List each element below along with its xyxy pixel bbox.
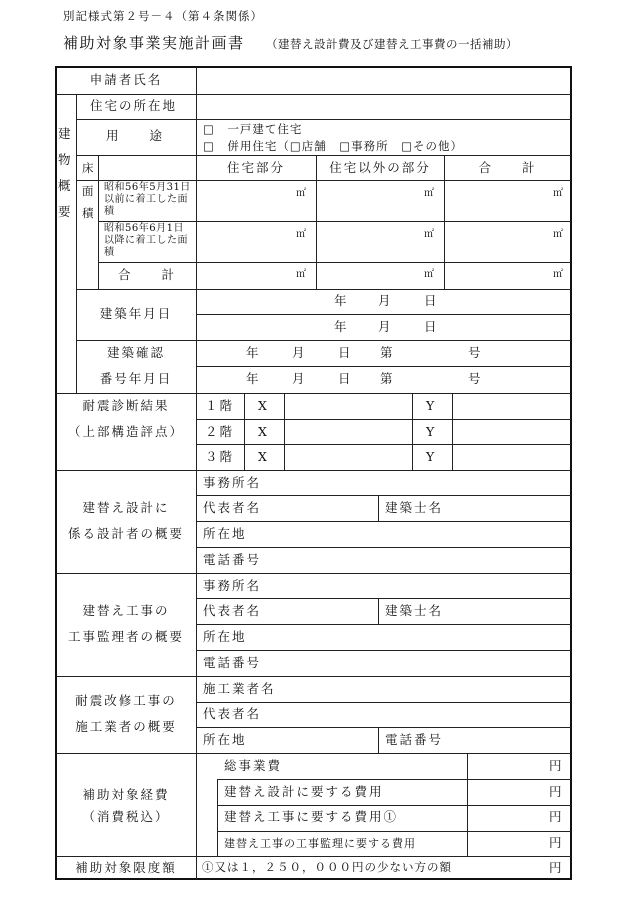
grid-line [196,419,571,420]
yen-unit: 円 [549,784,562,799]
unit-m2: ㎡ [296,188,306,199]
number-dai-label: 第 [380,345,395,360]
address-label: 住宅の所在地 [90,98,178,113]
floor-3-label: ３階 [205,449,235,464]
y-label: Y [426,449,437,464]
row-sum-label: 合 計 [117,267,176,282]
yen-unit: 円 [549,758,562,773]
grid-line [412,393,413,470]
x-label: X [258,398,269,413]
grid-line [76,340,571,341]
limit-text: ①又は１，２５０，０００円の少ない方の額 [202,860,452,874]
grid-line [76,155,571,156]
year-label: 年 [334,293,349,308]
grid-line [76,289,571,290]
unit-m2: ㎡ [424,229,434,240]
applicant-name-label: 申請者氏名 [89,72,163,87]
month-label: 月 [378,293,393,308]
number-go-label: 号 [468,345,483,360]
designer-architect-label: 建築士名 [385,500,444,515]
supervision-cost-label: 建替え工事の工事監理に要する費用 [224,837,416,850]
designer-rep-label: 代表者名 [203,500,262,515]
day-label: 日 [338,371,353,386]
use-option-mixed: □ 併用住宅（□店舗 □事務所 □その他） [203,139,463,153]
supervisor-rep-label: 代表者名 [203,603,262,618]
grid-line [378,727,379,753]
grid-line [56,393,571,394]
day-label: 日 [424,293,439,308]
day-label: 日 [424,319,439,334]
unit-m2: ㎡ [424,188,434,199]
y-label: Y [426,424,437,439]
col-total-header: 合 計 [478,160,537,175]
grid-line [378,495,379,521]
building-vlabel-2: 物 [58,152,73,167]
designer-location-label: 所在地 [203,526,247,541]
floor-vlabel-1: 床 [82,161,95,175]
grid-line [284,393,285,470]
building-vlabel-1: 建 [58,126,73,141]
building-vlabel-4: 要 [58,204,73,219]
grid-line [56,573,571,574]
month-label: 月 [378,319,393,334]
form-title: 補助対象事業実施計画書 [63,34,245,52]
supervisor-architect-label: 建築士名 [385,603,444,618]
grid-line [196,727,571,728]
x-label: X [258,424,269,439]
grid-line [76,180,571,181]
grid-line [467,753,468,856]
designer-office-label: 事務所名 [203,475,262,490]
design-cost-label: 建替え設計に要する費用 [224,784,384,799]
form-subtitle: （建替え設計費及び建替え工事費の一括補助） [266,37,518,51]
col-nonhouse-header: 住宅以外の部分 [329,160,431,175]
supervisor-office-label: 事務所名 [203,578,262,593]
unit-m2: ㎡ [553,188,563,199]
grid-line [196,598,571,599]
contractor-location-label: 所在地 [203,732,247,747]
grid-line [196,547,571,548]
grid-line [378,598,379,624]
grid-line [196,314,571,315]
yen-unit: 円 [549,809,562,824]
unit-m2: ㎡ [553,229,563,240]
grid-line [56,470,571,471]
limit-label: 補助対象限度額 [75,860,177,875]
x-label: X [258,449,269,464]
build-date-label: 建築年月日 [99,306,173,321]
use-option-detached: □ 一戸建て住宅 [203,122,303,136]
contractor-company-label: 施工業者名 [203,681,276,696]
grid-line [56,94,571,95]
year-label: 年 [334,319,349,334]
day-label: 日 [338,345,353,360]
grid-line [244,393,245,470]
number-dai-label: 第 [380,371,395,386]
grid-line [56,753,571,754]
floor-vlabel-2: 面 [82,184,95,198]
supervisor-section-label-2: 工事監理者の概要 [67,629,184,644]
grid-line [316,155,317,289]
contractor-section-label-1: 耐震改修工事の [75,693,177,708]
designer-section-label-1: 建替え設計に [82,500,170,515]
grid-line [217,779,218,856]
building-confirm-date-label: 番号年月日 [99,371,173,386]
grid-line [217,831,571,832]
yen-unit: 円 [549,860,562,875]
grid-line [217,805,571,806]
seismic-score-label: （上部構造評点） [67,424,184,439]
year-label: 年 [246,345,261,360]
grid-line [196,444,571,445]
building-confirm-label: 建築確認 [106,345,165,360]
grid-line [56,856,571,857]
grid-line [196,366,571,367]
form-reference: 別記様式第２号－４（第４条関係） [63,9,263,23]
use-label: 用 途 [106,128,165,143]
contractor-section-label-2: 施工業者の概要 [75,719,177,734]
floor-vlabel-3: 積 [82,206,95,220]
y-label: Y [426,398,437,413]
construction-cost-label: 建替え工事に要する費用① [224,809,399,824]
supervisor-section-label-1: 建替え工事の [82,603,170,618]
year-label: 年 [246,371,261,386]
cost-section-label-1: 補助対象経費 [82,787,170,802]
month-label: 月 [292,371,307,386]
unit-m2: ㎡ [553,269,563,280]
grid-line [98,221,571,222]
supervisor-location-label: 所在地 [203,629,247,644]
cost-section-label-2: （消費税込） [82,809,170,824]
grid-line [452,393,453,470]
contractor-rep-label: 代表者名 [203,706,262,721]
floor-1-label: １階 [205,398,235,413]
designer-section-label-2: 係る設計者の概要 [67,526,184,541]
yen-unit: 円 [549,835,562,850]
unit-m2: ㎡ [296,229,306,240]
grid-line [217,779,571,780]
unit-m2: ㎡ [296,269,306,280]
grid-line [444,155,445,289]
total-cost-label: 総事業費 [224,758,283,773]
number-go-label: 号 [468,371,483,386]
unit-m2: ㎡ [424,269,434,280]
designer-phone-label: 電話番号 [203,552,262,567]
grid-line [98,262,571,263]
row-before-1981-label: 昭和56年5月31日以前に着工した面積 [104,182,191,217]
grid-line [196,495,571,496]
grid-line [196,521,571,522]
grid-line [196,650,571,651]
grid-line [196,624,571,625]
supervisor-phone-label: 電話番号 [203,655,262,670]
row-after-1981-label: 昭和56年6月1日以降に着工した面積 [104,223,188,258]
grid-line [76,119,571,120]
seismic-result-label: 耐震診断結果 [82,398,170,413]
month-label: 月 [292,345,307,360]
contractor-phone-label: 電話番号 [385,732,444,747]
col-house-header: 住宅部分 [226,160,285,175]
grid-line [196,67,197,879]
floor-2-label: ２階 [205,424,235,439]
grid-line [196,702,571,703]
grid-line [56,676,571,677]
building-vlabel-3: 概 [58,178,73,193]
